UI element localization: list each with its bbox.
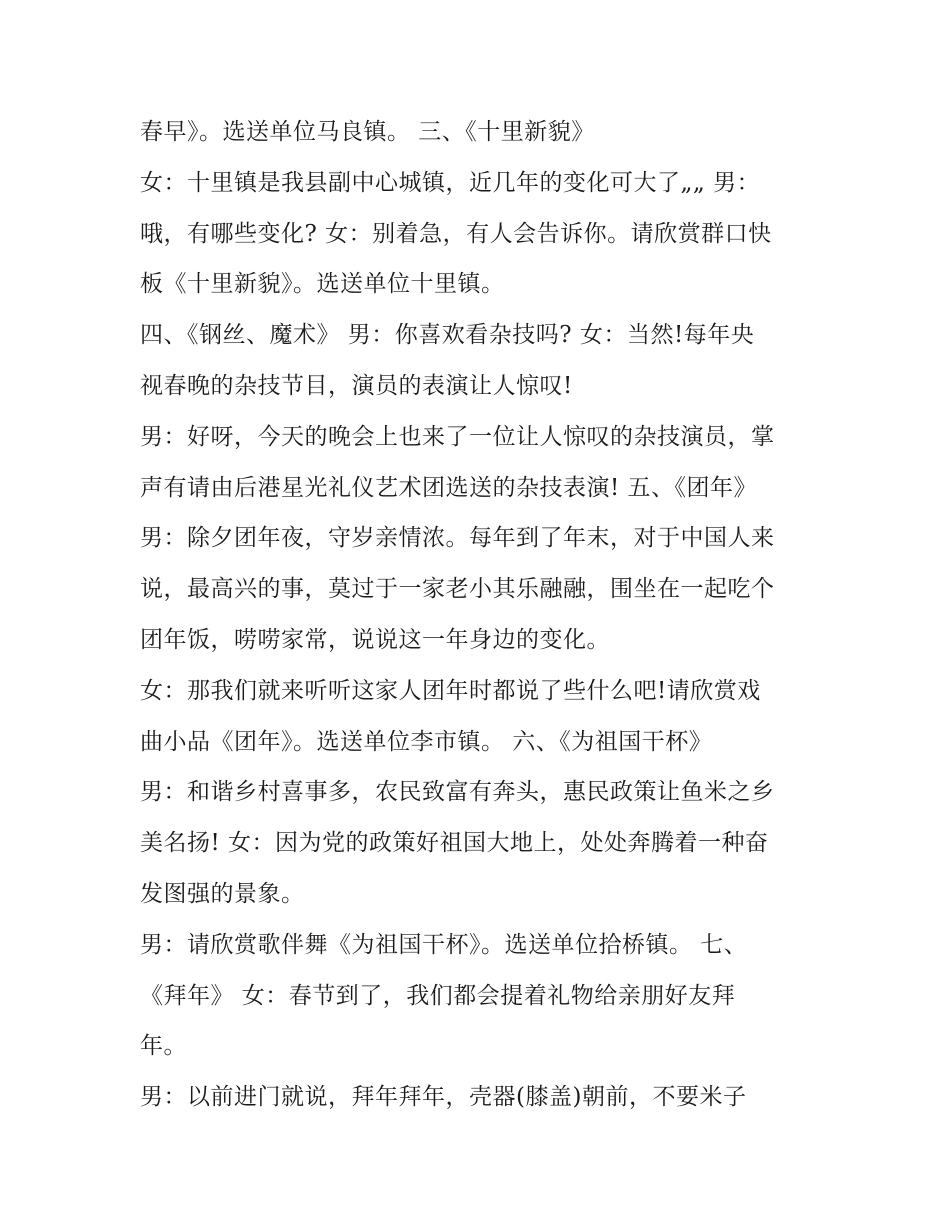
text-line: 女：十里镇是我县副中心城镇，近几年的变化可大了„„ 男： (140, 169, 761, 196)
text-line: 发图强的景象。 (140, 880, 305, 907)
text-line: 四、《钢丝、魔术》 男：你喜欢看杂技吗? 女：当然!每年央 (140, 322, 755, 349)
text-line: 男：好呀，今天的晚会上也来了一位让人惊叹的杂技演员，掌 (140, 423, 775, 450)
text-line: 板《十里新貌》。选送单位十里镇。 (140, 271, 505, 298)
text-line: 《拜年》 女：春节到了，我们都会提着礼物给亲朋好友拜 (140, 982, 736, 1009)
text-line: 男：请欣赏歌伴舞《为祖国干杯》。选送单位拾桥镇。 七、 (140, 931, 748, 958)
text-line: 春早》。选送单位马良镇。 三、《十里新貌》 (140, 119, 595, 145)
text-line: 声有请由后港星光礼仪艺术团选送的杂技表演! 五、《团年》 (140, 474, 758, 501)
text-line: 曲小品《团年》。选送单位李市镇。 六、《为祖国干杯》 (140, 728, 713, 755)
text-line: 年。 (140, 1033, 187, 1060)
text-line: 说，最高兴的事，莫过于一家老小其乐融融，围坐在一起吃个 (140, 576, 775, 603)
text-line: 视春晚的杂技节目，演员的表演让人惊叹! (140, 372, 573, 399)
text-line: 哦，有哪些变化? 女：别着急，有人会告诉你。请欣赏群口快 (140, 220, 772, 247)
text-line: 男：除夕团年夜，守岁亲情浓。每年到了年末，对于中国人来 (140, 525, 775, 552)
text-line: 团年饭，唠唠家常，说说这一年身边的变化。 (140, 626, 610, 653)
text-line: 女：那我们就来听听这家人团年时都说了些什么吧!请欣赏戏 (140, 677, 761, 704)
text-line: 男：和谐乡村喜事多，农民致富有奔头，惠民政策让鱼米之乡 (140, 779, 775, 806)
text-line: 美名扬! 女：因为党的政策好祖国大地上，处处奔腾着一种奋 (140, 830, 769, 857)
document-text (140, 107, 830, 1123)
text-line: 男：以前进门就说，拜年拜年，壳器(膝盖)朝前，不要米子 (140, 1084, 747, 1111)
